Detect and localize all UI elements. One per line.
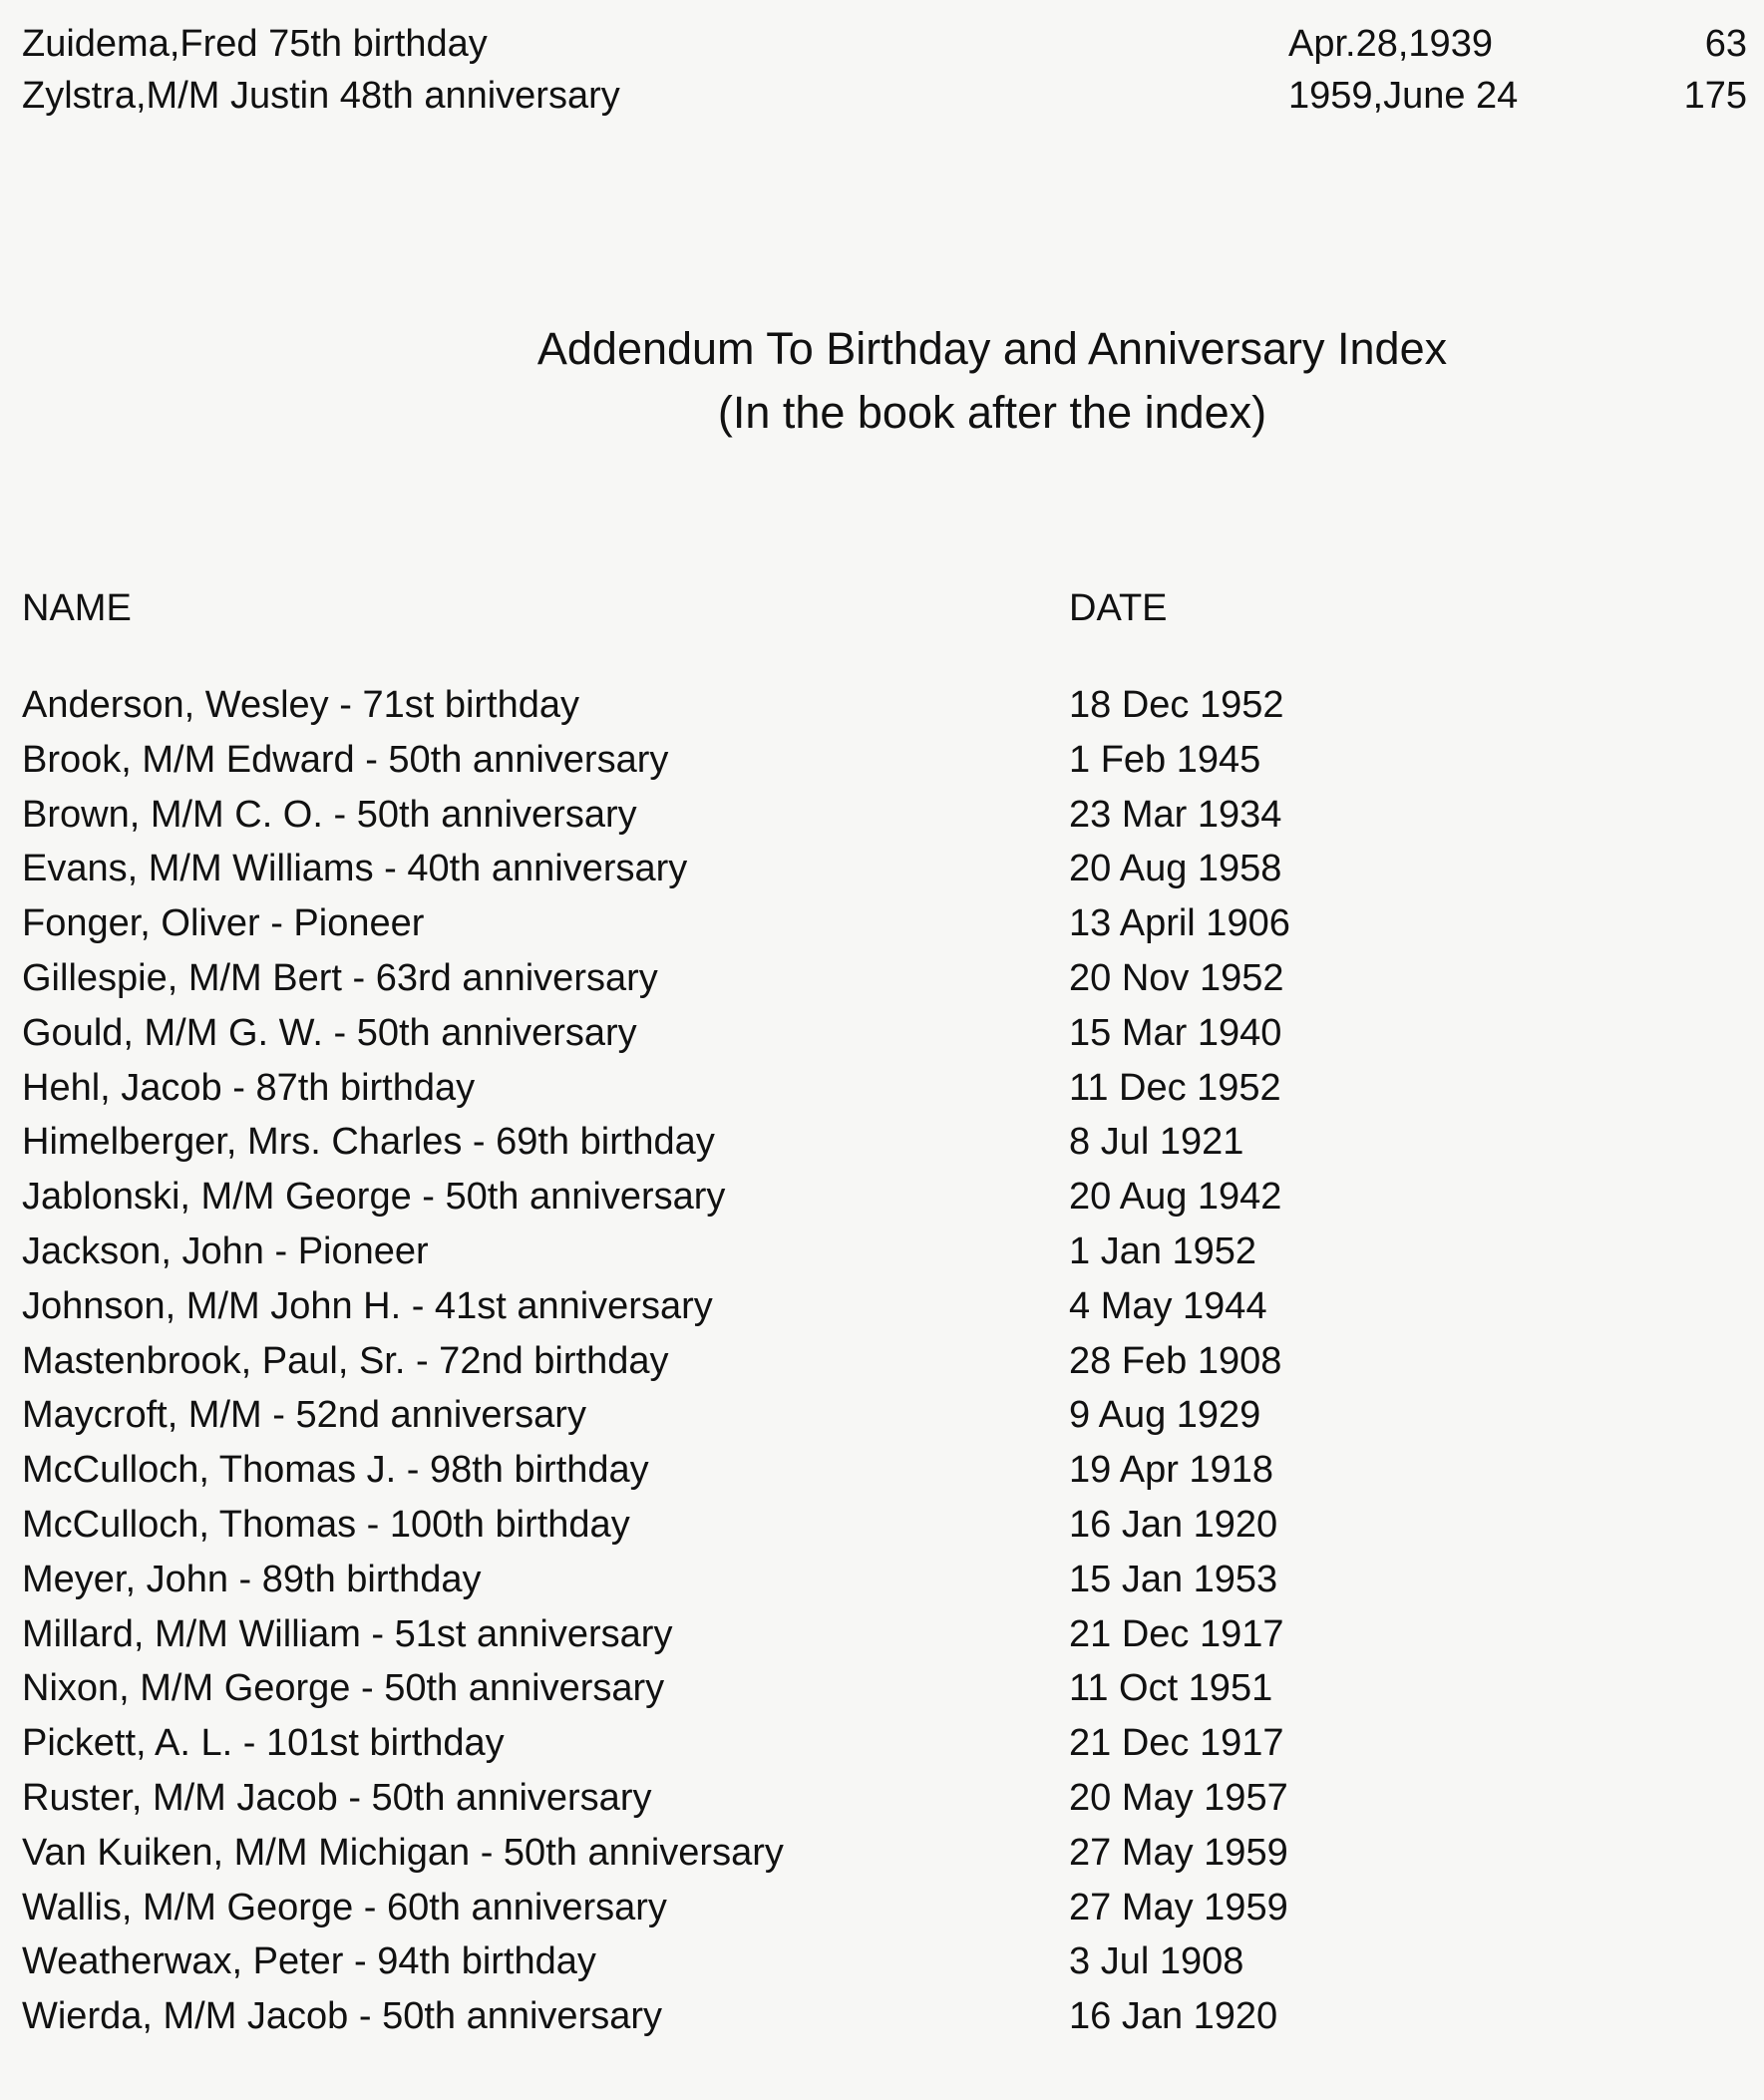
- entry-date: 1 Jan 1952: [1069, 1229, 1257, 1272]
- entry-date: 16 Jan 1920: [1069, 1995, 1278, 2038]
- list-item: [0, 1826, 1764, 1881]
- entry-name: Jackson, John - Pioneer: [22, 1229, 429, 1272]
- list-item: [0, 1225, 1764, 1279]
- list-item: [0, 1553, 1764, 1607]
- entry-name: Meyer, John - 89th birthday: [22, 1558, 482, 1600]
- entry-name: Johnson, M/M John H. - 41st anniversary: [22, 1284, 713, 1327]
- entry-date: 11 Dec 1952: [1069, 1066, 1281, 1109]
- list-item: [0, 1716, 1764, 1771]
- entry-name: Van Kuiken, M/M Michigan - 50th anniversary: [22, 1831, 784, 1874]
- date-column-header: DATE: [1069, 587, 1168, 629]
- entry-date: 20 Aug 1958: [1069, 848, 1282, 890]
- entry-name: Wierda, M/M Jacob - 50th anniversary: [22, 1995, 663, 2038]
- list-item: [0, 1498, 1764, 1553]
- top-entry-date: 1959,June 24: [1288, 75, 1519, 117]
- entry-name: Nixon, M/M George - 50th anniversary: [22, 1667, 665, 1710]
- list-item: [0, 1170, 1764, 1225]
- entry-date: 20 May 1957: [1069, 1776, 1288, 1819]
- top-entry-name: Zuidema,Fred 75th birthday: [22, 23, 488, 65]
- entry-name: Millard, M/M William - 51st anniversary: [22, 1612, 673, 1655]
- entry-name: McCulloch, Thomas J. - 98th birthday: [22, 1449, 649, 1492]
- list-item: [0, 1006, 1764, 1061]
- entry-name: Hehl, Jacob - 87th birthday: [22, 1066, 476, 1109]
- page-subtitle: (In the book after the index): [717, 387, 1267, 438]
- entry-date: 4 May 1944: [1069, 1284, 1267, 1327]
- list-item: [0, 1771, 1764, 1826]
- list-item: [0, 1881, 1764, 1935]
- top-entry-row: [22, 18, 1747, 70]
- entry-name: Anderson, Wesley - 71st birthday: [22, 684, 580, 726]
- entry-date: 3 Jul 1908: [1069, 1940, 1244, 1983]
- entry-date: 18 Dec 1952: [1069, 684, 1284, 726]
- entry-date: 9 Aug 1929: [1069, 1394, 1261, 1437]
- entry-name: Brown, M/M C. O. - 50th anniversary: [22, 793, 637, 836]
- entry-name: Ruster, M/M Jacob - 50th anniversary: [22, 1776, 652, 1819]
- top-entry-row: [22, 70, 1747, 122]
- entry-name: Mastenbrook, Paul, Sr. - 72nd birthday: [22, 1339, 669, 1382]
- list-item: [0, 733, 1764, 788]
- entry-date: 27 May 1959: [1069, 1831, 1288, 1874]
- list-item: [0, 896, 1764, 951]
- index-entry-list: [0, 678, 1764, 2044]
- entry-date: 1 Feb 1945: [1069, 738, 1261, 781]
- list-item: [0, 1934, 1764, 1989]
- entry-name: Pickett, A. L. - 101st birthday: [22, 1722, 505, 1765]
- entry-date: 28 Feb 1908: [1069, 1339, 1282, 1382]
- entry-name: Gould, M/M G. W. - 50th anniversary: [22, 1011, 637, 1054]
- entry-date: 21 Dec 1917: [1069, 1612, 1284, 1655]
- entry-date: 27 May 1959: [1069, 1886, 1288, 1928]
- top-entry-page: 63: [1704, 23, 1747, 65]
- list-item: [0, 788, 1764, 843]
- page-title: Addendum To Birthday and Anniversary Index: [536, 323, 1448, 374]
- entry-date: 11 Oct 1951: [1069, 1667, 1273, 1710]
- entry-date: 15 Mar 1940: [1069, 1011, 1282, 1054]
- entry-date: 23 Mar 1934: [1069, 793, 1282, 836]
- entry-name: Weatherwax, Peter - 94th birthday: [22, 1940, 596, 1983]
- entry-date: 13 April 1906: [1069, 902, 1290, 945]
- previous-page-continuation: [22, 18, 1747, 122]
- entry-name: Fonger, Oliver - Pioneer: [22, 902, 425, 945]
- list-item: [0, 1607, 1764, 1662]
- entry-name: Himelberger, Mrs. Charles - 69th birthday: [22, 1121, 715, 1164]
- entry-date: 20 Nov 1952: [1069, 956, 1284, 999]
- entry-date: 20 Aug 1942: [1069, 1176, 1282, 1219]
- entry-name: Brook, M/M Edward - 50th anniversary: [22, 738, 669, 781]
- list-item: [0, 1989, 1764, 2044]
- entry-date: 16 Jan 1920: [1069, 1503, 1278, 1546]
- entry-date: 19 Apr 1918: [1069, 1449, 1273, 1492]
- list-item: [0, 951, 1764, 1006]
- list-item: [0, 1661, 1764, 1716]
- top-entry-page: 175: [1683, 75, 1747, 117]
- entry-name: Jablonski, M/M George - 50th anniversary: [22, 1176, 726, 1219]
- top-entry-name: Zylstra,M/M Justin 48th anniversary: [22, 75, 620, 117]
- entry-date: 8 Jul 1921: [1069, 1121, 1244, 1164]
- entry-date: 21 Dec 1917: [1069, 1722, 1284, 1765]
- entry-name: Maycroft, M/M - 52nd anniversary: [22, 1394, 586, 1437]
- name-column-header: NAME: [22, 587, 132, 629]
- top-entry-date: Apr.28,1939: [1288, 23, 1493, 65]
- entry-name: Evans, M/M Williams - 40th anniversary: [22, 848, 688, 890]
- entry-name: Gillespie, M/M Bert - 63rd anniversary: [22, 956, 658, 999]
- list-item: [0, 1334, 1764, 1389]
- list-item: [0, 1443, 1764, 1498]
- list-item: [0, 1388, 1764, 1443]
- list-item: [0, 1115, 1764, 1170]
- entry-date: 15 Jan 1953: [1069, 1558, 1278, 1600]
- entry-name: McCulloch, Thomas - 100th birthday: [22, 1503, 630, 1546]
- list-item: [0, 678, 1764, 733]
- list-item: [0, 1279, 1764, 1334]
- list-item: [0, 1061, 1764, 1116]
- list-item: [0, 842, 1764, 896]
- entry-name: Wallis, M/M George - 60th anniversary: [22, 1886, 667, 1928]
